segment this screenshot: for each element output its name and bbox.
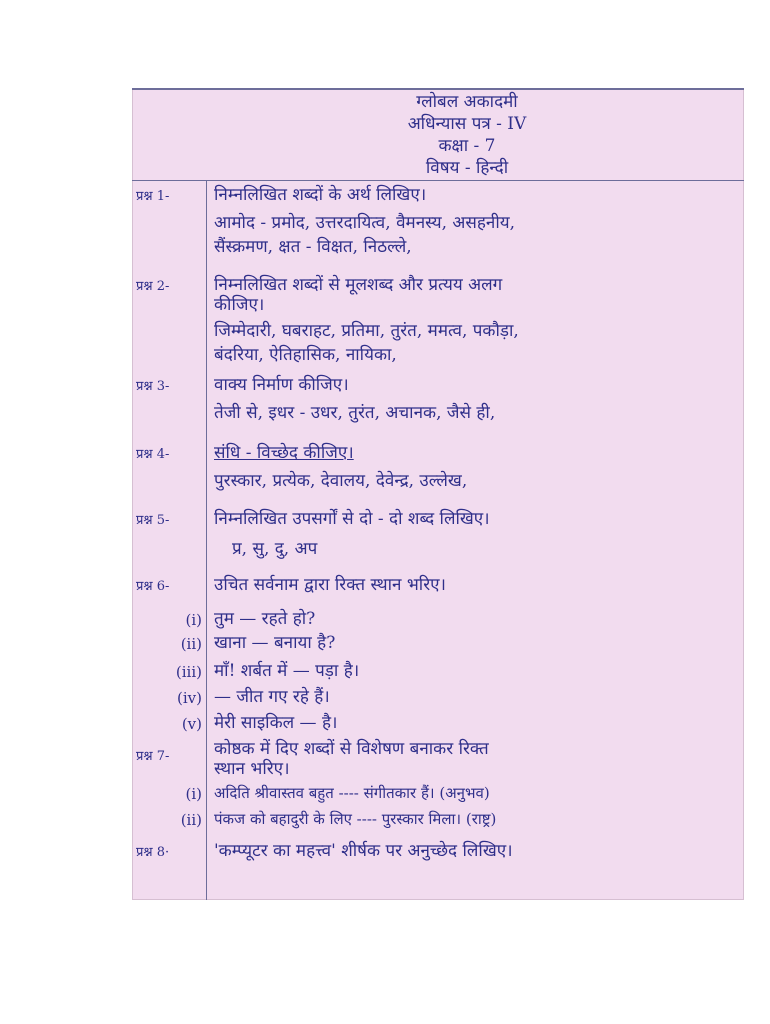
top-border-line (132, 88, 744, 90)
question-5-label: प्रश्न 5- (136, 513, 170, 528)
question-4-words-line-1: पुरस्कार, प्रत्येक, देवालय, देवेन्द्र, उल्लेख, (214, 471, 468, 491)
question-8-text: 'कम्प्यूटर का महत्त्व' शीर्षक पर अनुच्छेद लिखिए। (214, 841, 513, 861)
question-3-label: प्रश्न 3- (136, 379, 170, 394)
question-1-label: प्रश्न 1- (136, 189, 170, 204)
question-1-text: निम्नलिखित शब्दों के अर्थ लिखिए। (214, 185, 427, 205)
question-2-words-line-1: जिम्मेदारी, घबराहट, प्रतिमा, तुरंत, ममत्व, पकौड़ा, (214, 321, 519, 341)
question-1-words-line-2: सैंस्क्रमण, क्षत - विक्षत, निठल्ले, (214, 237, 412, 257)
worksheet-title: अधिन्यास पत्र - IV (407, 114, 527, 134)
question-2-label: प्रश्न 2- (136, 279, 170, 294)
question-2-text: निम्नलिखित शब्दों से मूलशब्द और प्रत्यय अलग (214, 275, 503, 295)
question-2-text-cont: कीजिए। (214, 295, 265, 315)
question-6-item-3-text: माँ! शर्बत में — पड़ा है। (214, 661, 360, 681)
worksheet-page (132, 88, 744, 900)
question-2-words-line-2: बंदरिया, ऐतिहासिक, नायिका, (214, 345, 397, 365)
question-7-text: कोष्ठक में दिए शब्दों से विशेषण बनाकर रिक्त (214, 739, 489, 759)
school-name: ग्लोबल अकादमी (416, 92, 518, 112)
question-6-item-4-number: (iv) (177, 689, 202, 707)
subject-label: विषय - हिन्दी (425, 158, 509, 178)
header-divider-line (132, 180, 744, 181)
question-6-item-1-number: (i) (185, 611, 202, 629)
question-7-label: प्रश्न 7- (136, 749, 170, 764)
question-6-item-5-text: मेरी साइकिल — है। (214, 713, 338, 733)
question-3-words-line-1: तेजी से, इधर - उधर, तुरंत, अचानक, जैसे ही, (214, 403, 496, 423)
question-7-text-cont: स्थान भरिए। (214, 759, 290, 779)
question-6-text: उचित सर्वनाम द्वारा रिक्त स्थान भरिए। (214, 575, 446, 595)
question-6-item-2-number: (ii) (180, 635, 202, 653)
question-6-item-1-text: तुम — रहते हो? (214, 609, 316, 629)
question-8-label: प्रश्न 8· (136, 845, 170, 860)
margin-line (206, 180, 207, 900)
question-4-text: संधि - विच्छेद कीजिए। (214, 443, 354, 463)
question-5-text: निम्नलिखित उपसर्गों से दो - दो शब्द लिखिए। (214, 509, 490, 529)
question-6-label: प्रश्न 6- (136, 579, 170, 594)
question-7-item-2-text: पंकज को बहादुरी के लिए ---- पुरस्कार मिला। (राष्ट्र) (214, 810, 497, 828)
question-7-item-1-text: अदिति श्रीवास्तव बहुत ---- संगीतकार हैं। (अनुभव) (214, 784, 490, 802)
question-6-item-3-number: (iii) (175, 663, 202, 681)
class-label: कक्षा - 7 (438, 136, 496, 156)
question-6-item-4-text: — जीत गए रहे हैं। (214, 687, 330, 707)
question-5-words-line-1: प्र, सु, दु, अप (232, 539, 318, 559)
question-3-text: वाक्य निर्माण कीजिए। (214, 375, 349, 395)
question-6-item-2-text: खाना — बनाया है? (214, 633, 336, 653)
question-1-words-line-1: आमोद - प्रमोद, उत्तरदायित्व, वैमनस्य, असहनीय, (214, 213, 516, 233)
question-7-item-2-number: (ii) (180, 811, 202, 829)
question-7-item-1-number: (i) (185, 785, 202, 803)
question-6-item-5-number: (v) (181, 715, 202, 733)
question-4-label: प्रश्न 4- (136, 447, 170, 462)
